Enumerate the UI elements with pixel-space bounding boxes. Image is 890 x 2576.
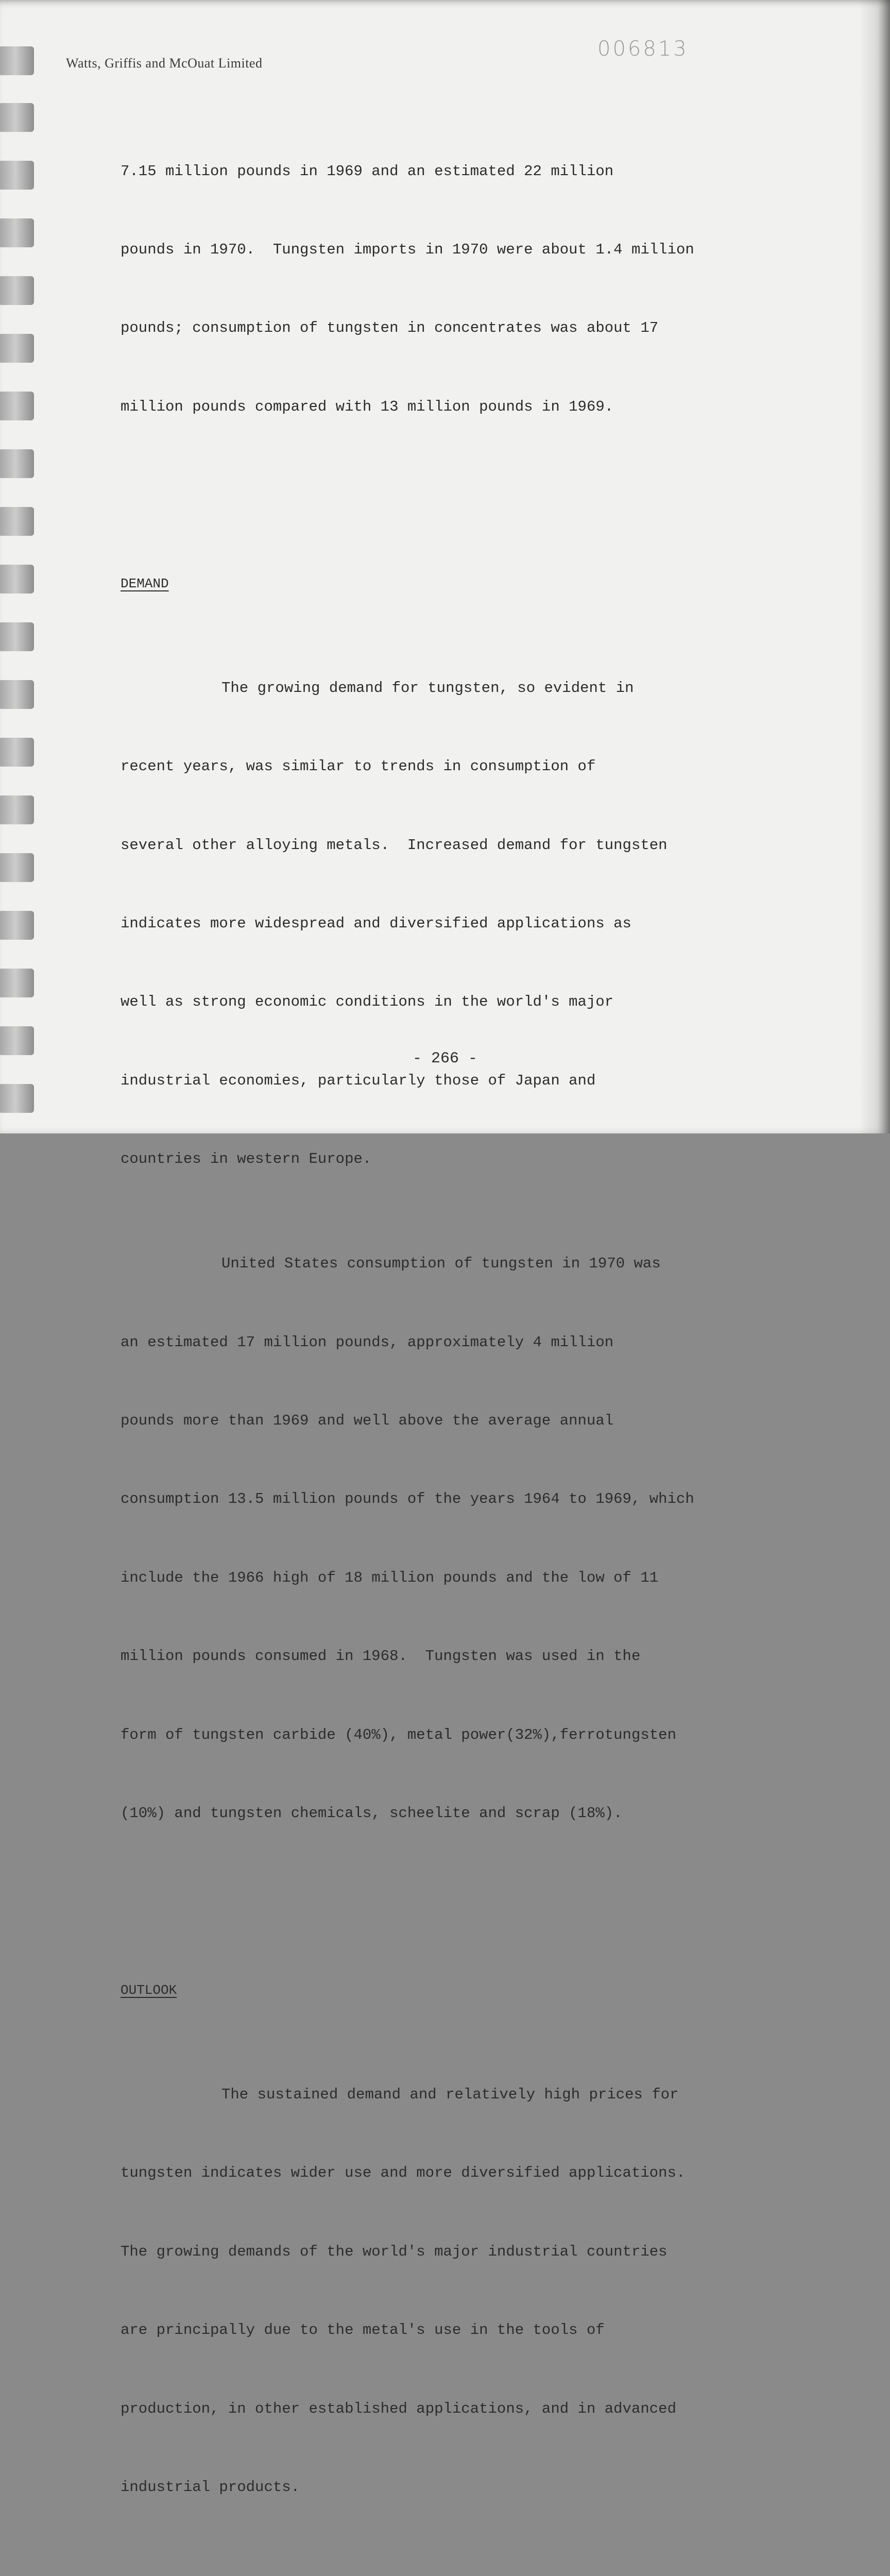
text-line: (10%) and tungsten chemicals, scheelite and scrap (18%). [121, 1805, 623, 1822]
text-line: indicates more widespread and diversified applications as [121, 914, 631, 932]
text-line: tungsten indicates wider use and more diversified applications. [121, 2164, 686, 2182]
section-heading-row [121, 1977, 790, 2004]
text-line: The sustained demand and relatively high prices for [221, 2086, 679, 2103]
binding-hole [0, 738, 34, 767]
text-line: pounds more than 1969 and well above the average annual [121, 1412, 614, 1430]
text-line: million pounds consumed in 1968. Tungsten was used in the [121, 1648, 641, 1665]
binding-hole [0, 795, 34, 824]
binding-hole [0, 334, 34, 363]
binding-hole [0, 911, 34, 940]
text-line: several other alloying metals. Increased demand for tungsten [121, 836, 668, 854]
text-line: pounds in 1970. Tungsten imports in 1970 were about 1.4 million [121, 241, 694, 258]
letterhead: Watts, Griffis and McOuat Limited [66, 56, 263, 71]
binding-hole [0, 218, 34, 247]
text-line: production, in other established applications, and in advanced [121, 2400, 676, 2417]
text-line: well as strong economic conditions in the world's major [121, 993, 614, 1011]
text-line: recent years, was similar to trends in consumption of [121, 758, 596, 775]
binding-hole [0, 1084, 34, 1113]
page-number: - 266 - [412, 1050, 478, 1067]
document-number-stamp: 006813 [597, 37, 689, 61]
binding-hole [0, 969, 34, 997]
text-line: form of tungsten carbide (40%), metal power(32%),ferrotungsten [121, 1726, 676, 1743]
text-line: United States consumption of tungsten in 1970 was [221, 1255, 661, 1273]
text-line: countries in western Europe. [121, 1150, 372, 1168]
binding-hole [0, 276, 34, 305]
text-line: an estimated 17 million pounds, approximately 4 million [121, 1333, 614, 1351]
binding-hole [0, 565, 34, 594]
section-heading-demand: DEMAND [121, 575, 169, 591]
binding-hole [0, 103, 34, 132]
text-line: The growing demand for tungsten, so evident in [221, 679, 634, 697]
binding-holes [0, 31, 37, 1133]
binding-hole [0, 680, 34, 709]
binding-hole [0, 161, 34, 190]
text-line: include the 1966 high of 18 million pounds and the low of 11 [121, 1569, 659, 1586]
text-line: million pounds compared with 13 million pounds in 1969. [121, 398, 614, 415]
binding-hole [0, 853, 34, 882]
text-line: are principally due to the metal's use in the tools of [121, 2321, 605, 2339]
binding-hole [0, 449, 34, 478]
document-body [121, 106, 790, 2576]
section-heading-row [121, 571, 790, 597]
text-line: industrial economies, particularly those of Japan and [121, 1072, 596, 1089]
section-heading-outlook: OUTLOOK [121, 1982, 177, 1998]
spacer [121, 499, 790, 518]
binding-hole [0, 392, 34, 420]
text-line: industrial products. [121, 2478, 300, 2496]
text-line: consumption 13.5 million pounds of the years 1964 to 1969, which [121, 1490, 694, 1508]
spacer [121, 1905, 790, 1925]
binding-hole [0, 622, 34, 651]
binding-hole [0, 46, 34, 75]
binding-hole [0, 507, 34, 536]
text-line: pounds; consumption of tungsten in concentrates was about 17 [121, 319, 659, 337]
page-edge-shadow [859, 0, 890, 1133]
text-line: 7.15 million pounds in 1969 and an estimated 22 million [121, 162, 614, 180]
text-line: The growing demands of the world's major industrial countries [121, 2243, 668, 2260]
